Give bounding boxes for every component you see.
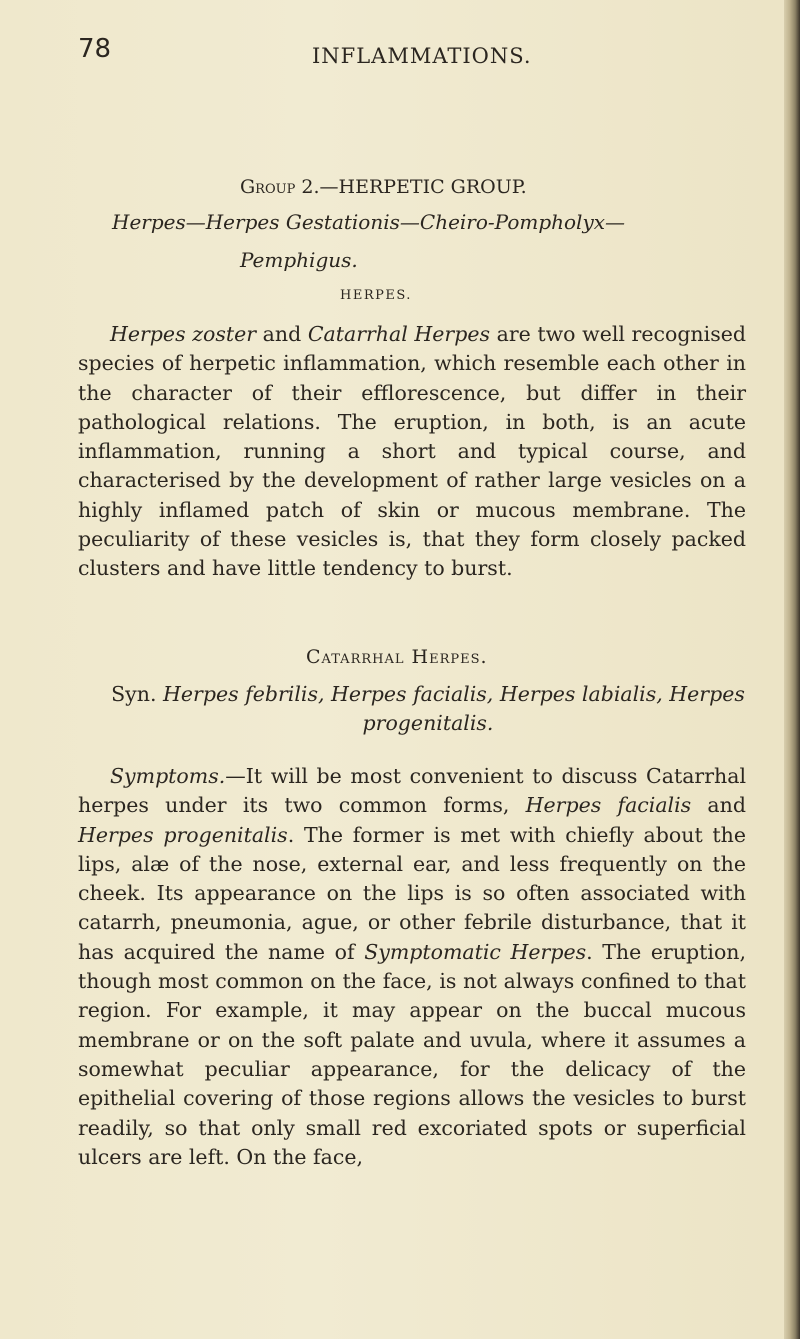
symptoms-label: Symptoms. (110, 764, 226, 788)
synonyms-text: Herpes febrilis, Herpes facialis, Herpes labialis, Herpes progenitalis. (163, 682, 745, 736)
group-dash: — (319, 176, 339, 198)
paragraph-symptoms (78, 762, 746, 1172)
synonyms-label: Syn. (111, 682, 157, 706)
group-subtitle-line-2: Pemphigus. (240, 248, 358, 272)
running-head: INFLAMMATIONS. (312, 44, 532, 68)
section-heading-herpes: HERPES. (340, 288, 412, 303)
symptoms-text-c: . The former is met with chiefly about the lips, alæ of the nose, external ear, and less frequently on the cheek. Its appearance on the lips is so often associated with catarrh, pneumonia, ague, or other febrile disturbance, that it has acquired the name of (78, 822, 746, 964)
group-title (240, 176, 527, 198)
group-subtitle-line-1: Herpes—Herpes Gestationis—Cheiro-Pompholyx— (112, 210, 626, 234)
paragraph-herpes-body: are two well recognised species of herpetic inflammation, which resemble each other in the character of their efflorescence, but differ in their pathological relations. The eruption, in both, is an acute inflammation, running a short and typical course, and characterised by the development of rather large vesicles on a highly inflamed patch of skin or mucous membrane. The peculiarity of these vesicles is, that they form closely packed clusters and have little tendency to burst. (78, 322, 746, 581)
group-label: Group 2. (240, 176, 320, 198)
page-number: 78 (78, 34, 112, 64)
term-herpes-progenitalis: Herpes progenitalis (78, 822, 288, 847)
group-name: HERPETIC GROUP. (338, 176, 527, 198)
text-and: and (256, 322, 308, 346)
section-heading-catarrhal-herpes: Catarrhal Herpes. (306, 646, 488, 668)
page-edge (784, 0, 800, 1339)
symptoms-text-d: . The eruption, though most common on the face, is not always confined to that region. For example, it may appear on the buccal mucous membrane or on the soft palate and uvula, where it assumes a somewhat peculiar appearance, for the delicacy of the epithelial covering of those regions allows the vesicles to burst readily, so that only small red excoriated spots or superficial ulcers are left. On the face, (78, 939, 747, 1169)
term-herpes-zoster: Herpes zoster (110, 322, 257, 346)
paragraph-herpes-intro (78, 320, 746, 584)
term-symptomatic-herpes: Symptomatic Herpes (364, 939, 587, 964)
term-herpes-facialis: Herpes facialis (525, 793, 692, 818)
term-catarrhal-herpes: Catarrhal Herpes (307, 322, 490, 346)
symptoms-text-b: and (691, 793, 746, 818)
synonyms (108, 680, 748, 739)
symptoms-text-a: —It will be most convenient to discuss Catarrhal herpes under its two common forms, (78, 764, 746, 818)
